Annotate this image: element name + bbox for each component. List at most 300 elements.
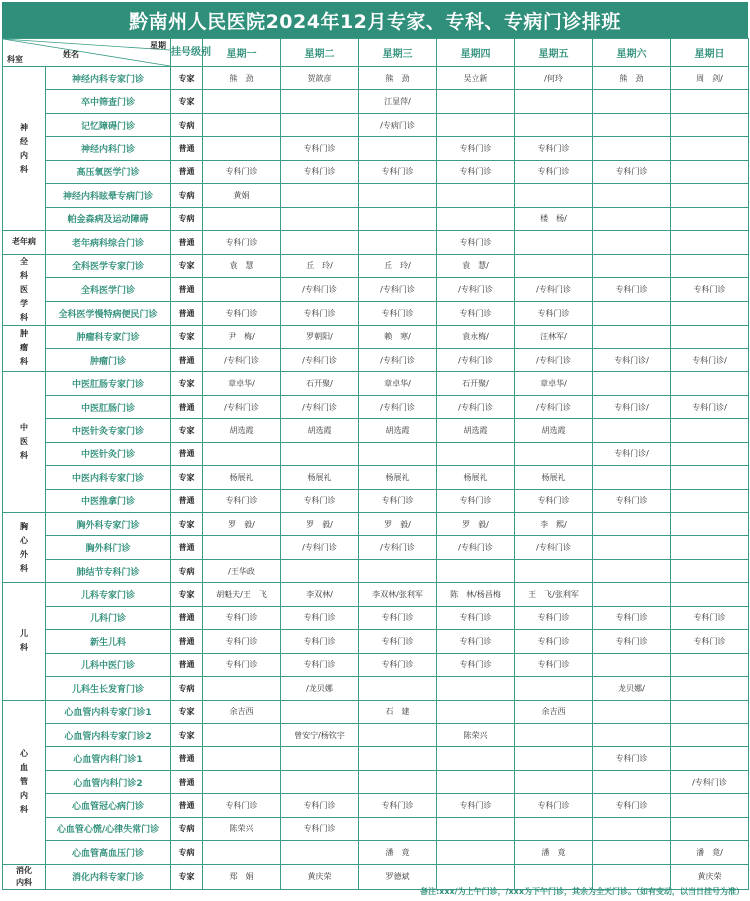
schedule-cell: [437, 677, 515, 700]
schedule-cell: 专科门诊: [437, 489, 515, 512]
schedule-cell: [437, 559, 515, 582]
level-cell: 普通: [171, 348, 203, 371]
table-row: [3, 278, 749, 302]
schedule-cell: [671, 301, 749, 325]
level-cell: 专家: [171, 372, 203, 395]
schedule-cell: 吴立新: [437, 67, 515, 90]
schedule-cell: [359, 184, 437, 207]
clinic-name: 全科医学专家门诊: [46, 254, 171, 278]
schedule-cell: [359, 723, 437, 746]
schedule-cell: [515, 184, 593, 207]
schedule-cell: [515, 113, 593, 136]
table-row: [3, 466, 749, 489]
schedule-cell: [671, 113, 749, 136]
schedule-cell: 专科门诊: [359, 606, 437, 629]
schedule-cell: 专科门诊: [203, 653, 281, 676]
schedule-cell: [593, 536, 671, 559]
level-cell: 普通: [171, 653, 203, 676]
schedule-cell: [593, 325, 671, 348]
clinic-name: 胸外科门诊: [46, 536, 171, 559]
schedule-cell: 专科门诊: [515, 794, 593, 817]
schedule-cell: 专科门诊: [593, 489, 671, 512]
schedule-cell: [515, 90, 593, 113]
schedule-cell: [281, 747, 359, 770]
department-cell: 消化内科: [3, 864, 46, 889]
schedule-cell: 江显萍/: [359, 90, 437, 113]
schedule-cell: [437, 747, 515, 770]
clinic-name: 新生儿科: [46, 630, 171, 653]
schedule-cell: [437, 90, 515, 113]
schedule-cell: 专科门诊: [203, 160, 281, 183]
schedule-cell: [359, 207, 437, 230]
level-cell: 专病: [171, 207, 203, 230]
clinic-name: 心血管冠心病门诊: [46, 794, 171, 817]
schedule-cell: 余吉西: [515, 700, 593, 723]
schedule-cell: [593, 841, 671, 864]
schedule-cell: [203, 723, 281, 746]
schedule-cell: [359, 677, 437, 700]
schedule-cell: 罗 毅/: [281, 513, 359, 536]
schedule-cell: [671, 677, 749, 700]
level-header: 挂号级别: [171, 39, 203, 67]
schedule-cell: [281, 90, 359, 113]
schedule-cell: [281, 559, 359, 582]
schedule-cell: 袁永梅/: [437, 325, 515, 348]
schedule-cell: [281, 700, 359, 723]
schedule-cell: 周 剑/: [671, 67, 749, 90]
clinic-name: 儿科专家门诊: [46, 583, 171, 606]
schedule-cell: 专科门诊: [515, 653, 593, 676]
schedule-cell: 专科门诊: [359, 489, 437, 512]
schedule-cell: 专科门诊: [281, 794, 359, 817]
day-header: 星期六: [593, 39, 671, 67]
schedule-cell: 黄庆荣: [281, 864, 359, 889]
schedule-cell: [671, 160, 749, 183]
schedule-cell: 陈荣兴: [203, 817, 281, 840]
level-cell: 普通: [171, 747, 203, 770]
schedule-cell: [671, 184, 749, 207]
table-row: [3, 723, 749, 746]
level-cell: 专家: [171, 67, 203, 90]
clinic-name: 神经内科专家门诊: [46, 67, 171, 90]
clinic-name: 肿瘤门诊: [46, 348, 171, 371]
clinic-name: 高压氧医学门诊: [46, 160, 171, 183]
level-cell: 专病: [171, 113, 203, 136]
schedule-cell: [593, 113, 671, 136]
level-cell: 专病: [171, 817, 203, 840]
schedule-cell: 袁 慧: [203, 254, 281, 278]
clinic-name: 神经内科门诊: [46, 137, 171, 160]
schedule-cell: [437, 817, 515, 840]
schedule-cell: 杨展礼: [359, 466, 437, 489]
schedule-cell: 专科门诊: [359, 160, 437, 183]
schedule-cell: [359, 442, 437, 465]
schedule-cell: /专科门诊: [281, 278, 359, 302]
schedule-cell: 胡选霞: [281, 419, 359, 442]
level-cell: 普通: [171, 489, 203, 512]
schedule-cell: [203, 207, 281, 230]
table-row: [3, 160, 749, 183]
schedule-cell: [671, 466, 749, 489]
schedule-cell: 专科门诊: [281, 301, 359, 325]
day-header: 星期五: [515, 39, 593, 67]
schedule-cell: 专科门诊: [671, 606, 749, 629]
day-header: 星期三: [359, 39, 437, 67]
schedule-cell: [671, 700, 749, 723]
schedule-cell: 专科门诊: [359, 653, 437, 676]
schedule-cell: [671, 372, 749, 395]
schedule-cell: 胡选霞: [359, 419, 437, 442]
schedule-cell: 专科门诊: [281, 137, 359, 160]
table-row: [3, 583, 749, 606]
schedule-cell: 专科门诊: [671, 630, 749, 653]
table-row: [3, 630, 749, 653]
day-header: 星期日: [671, 39, 749, 67]
schedule-cell: 袁 慧/: [437, 254, 515, 278]
table-row: [3, 536, 749, 559]
schedule-cell: [203, 137, 281, 160]
schedule-cell: [593, 372, 671, 395]
schedule-cell: 郑 娟: [203, 864, 281, 889]
schedule-cell: [671, 254, 749, 278]
schedule-cell: [671, 583, 749, 606]
schedule-cell: [515, 723, 593, 746]
table-row: [3, 301, 749, 325]
clinic-name: 中医肛肠专家门诊: [46, 372, 171, 395]
schedule-cell: [593, 419, 671, 442]
table-row: [3, 254, 749, 278]
schedule-cell: 楼 杨/: [515, 207, 593, 230]
clinic-name: 中医推拿门诊: [46, 489, 171, 512]
schedule-cell: 李 熙/: [515, 513, 593, 536]
schedule-cell: /专科门诊: [437, 278, 515, 302]
table-row: [3, 841, 749, 864]
schedule-cell: [281, 231, 359, 254]
clinic-name: 心血管高血压门诊: [46, 841, 171, 864]
schedule-cell: 专科门诊: [437, 301, 515, 325]
schedule-cell: 专科门诊/: [671, 348, 749, 371]
level-cell: 专家: [171, 90, 203, 113]
clinic-name: 记忆障碍门诊: [46, 113, 171, 136]
schedule-cell: /专科门诊: [203, 348, 281, 371]
schedule-cell: [203, 536, 281, 559]
table-row: [3, 700, 749, 723]
schedule-cell: 熊 劲: [359, 67, 437, 90]
department-cell: 全科医学科: [3, 254, 46, 325]
schedule-cell: /专科门诊: [359, 278, 437, 302]
schedule-cell: [593, 90, 671, 113]
level-cell: 普通: [171, 606, 203, 629]
schedule-cell: [593, 184, 671, 207]
clinic-name: 中医肛肠门诊: [46, 395, 171, 418]
schedule-cell: [593, 254, 671, 278]
schedule-cell: /何玲: [515, 67, 593, 90]
schedule-cell: 杨展礼: [437, 466, 515, 489]
table-row: [3, 372, 749, 395]
schedule-cell: 潘 竟: [359, 841, 437, 864]
schedule-cell: /专科门诊: [359, 395, 437, 418]
schedule-cell: /王华政: [203, 559, 281, 582]
schedule-cell: 罗 毅/: [437, 513, 515, 536]
schedule-cell: [593, 817, 671, 840]
schedule-cell: [671, 489, 749, 512]
schedule-cell: 龙贝娜/: [593, 677, 671, 700]
table-row: [3, 395, 749, 418]
clinic-name: 儿科门诊: [46, 606, 171, 629]
level-cell: 普通: [171, 630, 203, 653]
schedule-cell: [671, 653, 749, 676]
schedule-cell: 专科门诊: [593, 278, 671, 302]
schedule-cell: 罗 毅/: [359, 513, 437, 536]
schedule-cell: [437, 841, 515, 864]
schedule-cell: 杨展礼: [515, 466, 593, 489]
clinic-name: 中医针灸门诊: [46, 442, 171, 465]
level-cell: 专家: [171, 583, 203, 606]
table-row: [3, 184, 749, 207]
level-cell: 专家: [171, 466, 203, 489]
schedule-cell: [671, 536, 749, 559]
level-cell: 专病: [171, 559, 203, 582]
schedule-cell: [437, 207, 515, 230]
department-cell: 心血管内科: [3, 700, 46, 864]
day-header: 星期一: [203, 39, 281, 67]
schedule-cell: [437, 770, 515, 793]
table-row: [3, 794, 749, 817]
schedule-cell: /专病门诊: [359, 113, 437, 136]
schedule-cell: /专科门诊: [515, 536, 593, 559]
table-row: [3, 137, 749, 160]
schedule-cell: [671, 90, 749, 113]
schedule-cell: 专科门诊: [359, 794, 437, 817]
schedule-cell: [593, 723, 671, 746]
schedule-cell: [203, 442, 281, 465]
department-cell: 神经内科: [3, 67, 46, 231]
table-row: [3, 325, 749, 348]
clinic-name: 心血管心慌/心律失常门诊: [46, 817, 171, 840]
level-cell: 普通: [171, 278, 203, 302]
schedule-cell: [671, 419, 749, 442]
table-row: [3, 231, 749, 254]
corner-name-label: 姓名: [63, 50, 79, 59]
schedule-cell: /专科门诊: [281, 536, 359, 559]
schedule-cell: [281, 113, 359, 136]
corner-week-label: 星期: [150, 41, 166, 50]
schedule-cell: 尹 梅/: [203, 325, 281, 348]
schedule-cell: 章卓华/: [203, 372, 281, 395]
schedule-cell: 专科门诊/: [593, 395, 671, 418]
schedule-cell: 王 飞/张利军: [515, 583, 593, 606]
schedule-cell: 专科门诊: [437, 231, 515, 254]
schedule-cell: 胡魁夫/王 飞: [203, 583, 281, 606]
schedule-cell: [437, 442, 515, 465]
schedule-cell: 胡选霞: [203, 419, 281, 442]
schedule-cell: [359, 231, 437, 254]
schedule-cell: 专科门诊: [515, 137, 593, 160]
level-cell: 普通: [171, 442, 203, 465]
clinic-name: 老年病科综合门诊: [46, 231, 171, 254]
department-cell: 胸心外科: [3, 513, 46, 583]
schedule-cell: /专科门诊: [359, 536, 437, 559]
schedule-cell: /龙贝娜: [281, 677, 359, 700]
table-row: [3, 817, 749, 840]
table-row: [3, 513, 749, 536]
level-cell: 专病: [171, 184, 203, 207]
schedule-cell: [593, 583, 671, 606]
level-cell: 普通: [171, 395, 203, 418]
schedule-cell: /专科门诊: [437, 536, 515, 559]
schedule-cell: 专科门诊: [203, 794, 281, 817]
schedule-cell: /专科门诊: [515, 348, 593, 371]
schedule-cell: 专科门诊: [281, 160, 359, 183]
schedule-cell: 专科门诊: [359, 301, 437, 325]
schedule-cell: 李双林/: [281, 583, 359, 606]
schedule-cell: [203, 747, 281, 770]
level-cell: 普通: [171, 231, 203, 254]
table-row: [3, 606, 749, 629]
level-cell: 专病: [171, 841, 203, 864]
department-cell: 儿科: [3, 583, 46, 700]
schedule-cell: [281, 841, 359, 864]
corner-dept-label: 科室: [7, 55, 23, 64]
schedule-cell: /专科门诊: [515, 395, 593, 418]
schedule-cell: 李双林/张利军: [359, 583, 437, 606]
schedule-cell: 罗德斌: [359, 864, 437, 889]
table-row: [3, 747, 749, 770]
schedule-cell: 黄庆荣: [671, 864, 749, 889]
schedule-cell: 章卓华/: [515, 372, 593, 395]
schedule-cell: 专科门诊/: [671, 395, 749, 418]
schedule-cell: [671, 794, 749, 817]
table-row: [3, 67, 749, 90]
level-cell: 普通: [171, 794, 203, 817]
schedule-cell: /专科门诊: [281, 395, 359, 418]
schedule-cell: 罗 毅/: [203, 513, 281, 536]
schedule-cell: /专科门诊: [281, 348, 359, 371]
schedule-cell: 潘 竟/: [671, 841, 749, 864]
clinic-name: 胸外科专家门诊: [46, 513, 171, 536]
schedule-cell: 专科门诊: [203, 301, 281, 325]
schedule-cell: 专科门诊: [437, 630, 515, 653]
schedule-cell: [515, 817, 593, 840]
schedule-cell: [671, 747, 749, 770]
schedule-cell: 专科门诊/: [593, 348, 671, 371]
schedule-cell: 胡选霞: [437, 419, 515, 442]
schedule-cell: [515, 677, 593, 700]
table-row: [3, 90, 749, 113]
schedule-cell: [203, 677, 281, 700]
schedule-cell: [203, 278, 281, 302]
schedule-cell: /专科门诊: [437, 395, 515, 418]
schedule-cell: 丘 玲/: [359, 254, 437, 278]
schedule-cell: 专科门诊: [359, 630, 437, 653]
schedule-cell: 罗朝阳/: [281, 325, 359, 348]
schedule-cell: 专科门诊: [203, 489, 281, 512]
level-cell: 专家: [171, 254, 203, 278]
schedule-cell: [359, 817, 437, 840]
schedule-cell: [281, 207, 359, 230]
clinic-name: 儿科中医门诊: [46, 653, 171, 676]
schedule-cell: [281, 184, 359, 207]
schedule-cell: /专科门诊: [359, 348, 437, 371]
clinic-name: 消化内科专家门诊: [46, 864, 171, 889]
schedule-cell: [593, 207, 671, 230]
schedule-cell: 专科门诊: [281, 489, 359, 512]
department-cell: 中医科: [3, 372, 46, 513]
schedule-cell: /专科门诊: [203, 395, 281, 418]
schedule-cell: 专科门诊: [515, 489, 593, 512]
schedule-cell: 专科门诊/: [593, 442, 671, 465]
schedule-cell: [593, 301, 671, 325]
table-row: [3, 770, 749, 793]
schedule-cell: 专科门诊: [515, 606, 593, 629]
schedule-cell: 汪林军/: [515, 325, 593, 348]
table-row: [3, 653, 749, 676]
level-cell: 专家: [171, 419, 203, 442]
schedule-cell: [671, 137, 749, 160]
schedule-cell: 黄娟: [203, 184, 281, 207]
schedule-cell: [671, 723, 749, 746]
schedule-cell: [437, 113, 515, 136]
level-cell: 专家: [171, 723, 203, 746]
level-cell: 专病: [171, 677, 203, 700]
schedule-cell: 杨展礼: [281, 466, 359, 489]
clinic-name: 儿科生长发育门诊: [46, 677, 171, 700]
day-header: 星期二: [281, 39, 359, 67]
schedule-cell: 曾安宁/杨钦宇: [281, 723, 359, 746]
schedule-cell: [203, 113, 281, 136]
table-row: [3, 559, 749, 582]
schedule-cell: 专科门诊: [281, 817, 359, 840]
schedule-cell: [593, 137, 671, 160]
clinic-name: 全科医学慢特病便民门诊: [46, 301, 171, 325]
schedule-cell: 丘 玲/: [281, 254, 359, 278]
clinic-name: 心血管内科门诊1: [46, 747, 171, 770]
schedule-cell: 专科门诊: [671, 278, 749, 302]
level-cell: 普通: [171, 137, 203, 160]
schedule-cell: [593, 466, 671, 489]
clinic-name: 心血管内科专家门诊2: [46, 723, 171, 746]
schedule-cell: /专科门诊: [515, 278, 593, 302]
schedule-cell: [593, 231, 671, 254]
schedule-cell: 陈 林/杨昌梅: [437, 583, 515, 606]
table-row: [3, 348, 749, 371]
schedule-cell: [593, 653, 671, 676]
level-cell: 专家: [171, 513, 203, 536]
schedule-cell: [671, 513, 749, 536]
schedule-cell: 专科门诊: [515, 630, 593, 653]
clinic-name: 帕金森病及运动障碍: [46, 207, 171, 230]
schedule-cell: 石开聚/: [281, 372, 359, 395]
clinic-name: 心血管内科门诊2: [46, 770, 171, 793]
schedule-cell: [671, 559, 749, 582]
table-row: [3, 207, 749, 230]
schedule-cell: [515, 231, 593, 254]
schedule-cell: [593, 700, 671, 723]
clinic-name: 全科医学门诊: [46, 278, 171, 302]
schedule-cell: [515, 559, 593, 582]
schedule-cell: 陈荣兴: [437, 723, 515, 746]
schedule-body: [3, 67, 749, 890]
diagonal-lines: [3, 39, 170, 66]
schedule-cell: [203, 90, 281, 113]
schedule-cell: [671, 207, 749, 230]
schedule-cell: 专科门诊: [203, 231, 281, 254]
level-cell: 普通: [171, 301, 203, 325]
department-cell: 老年病: [3, 231, 46, 254]
schedule-cell: 专科门诊: [593, 747, 671, 770]
schedule-cell: [593, 513, 671, 536]
schedule-cell: 专科门诊: [515, 301, 593, 325]
